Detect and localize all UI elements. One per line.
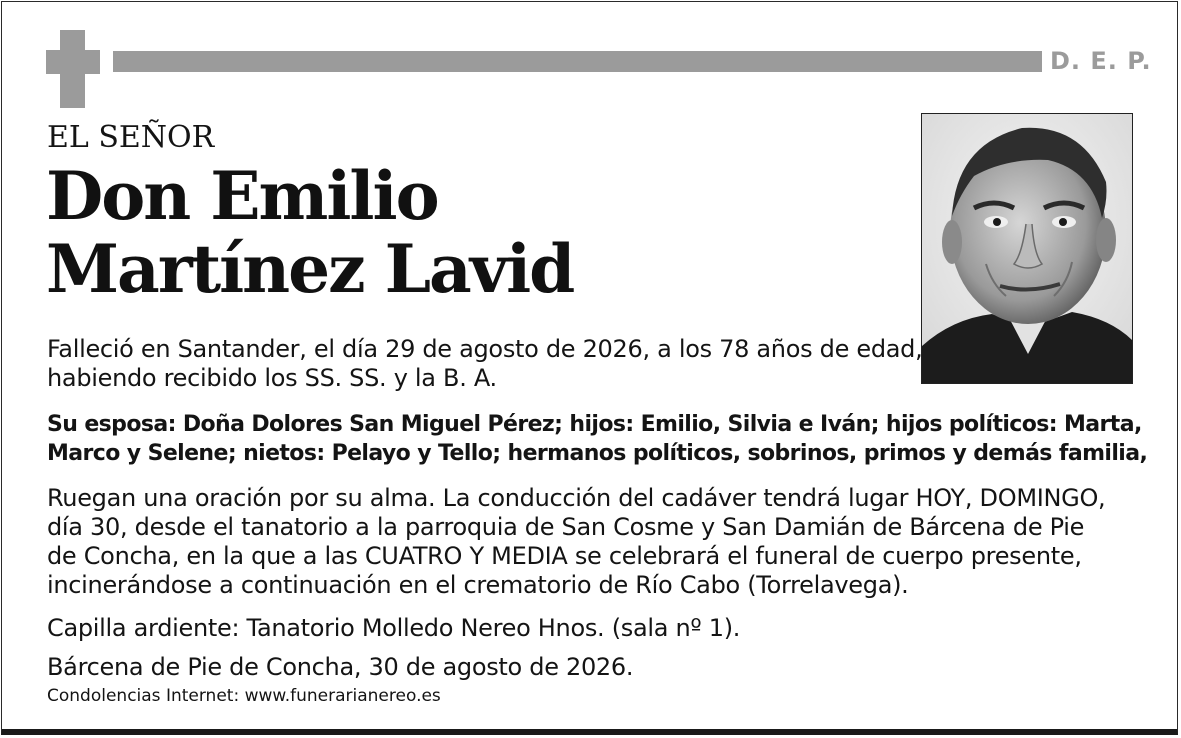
funeral-details [47, 484, 1105, 600]
death-notice-line-1: Falleció en Santander, el día 29 de agosto de 2026, a los 78 años de edad, [47, 335, 923, 363]
family-list-line-2: Marco y Selene; nietos: Pelayo y Tello; hermanos políticos, sobrinos, primos y demás familia, [47, 441, 1148, 466]
condolences-info [47, 686, 441, 706]
funeral-details-line-1: Ruegan una oración por su alma. La conducción del cadáver tendrá lugar HOY, DOMINGO, [47, 484, 1106, 512]
deceased-name-line-2: Martínez Lavid [46, 230, 574, 308]
place-date [47, 653, 633, 682]
condolences-link[interactable]: Condolencias Internet: www.funerarianereo.es [47, 686, 441, 706]
chapel-info-text: Capilla ardiente: Tanatorio Molledo Nereo Hnos. (sala nº 1). [47, 614, 741, 642]
funeral-details-line-3: de Concha, en la que a las CUATRO Y MEDIA se celebrará el funeral de cuerpo presente, [47, 542, 1082, 570]
deceased-prefix: EL SEÑOR [47, 120, 215, 155]
deceased-photo [921, 113, 1133, 384]
family-list-line-1: Su esposa: Doña Dolores San Miguel Pérez; hijos: Emilio, Silvia e Iván; hijos políticos: Marta, [47, 412, 1142, 437]
place-date-text: Bárcena de Pie de Concha, 30 de agosto de 2026. [47, 653, 634, 681]
funeral-details-line-4: incinerándose a continuación en el crematorio de Río Cabo (Torrelavega). [47, 571, 909, 599]
dep-label: D. E. P. [1050, 47, 1152, 75]
death-notice [47, 335, 922, 393]
funeral-details-line-2: día 30, desde el tanatorio a la parroquia de San Cosme y San Damián de Bárcena de Pie [47, 513, 1085, 541]
cross-horizontal-bar [46, 50, 100, 74]
chapel-info [47, 614, 740, 643]
header-rule [113, 51, 1042, 72]
deceased-name-line-1: Don Emilio [46, 157, 438, 235]
family-list [47, 410, 1147, 468]
deceased-name [46, 157, 574, 308]
death-notice-line-2: habiendo recibido los SS. SS. y la B. A. [47, 364, 497, 392]
